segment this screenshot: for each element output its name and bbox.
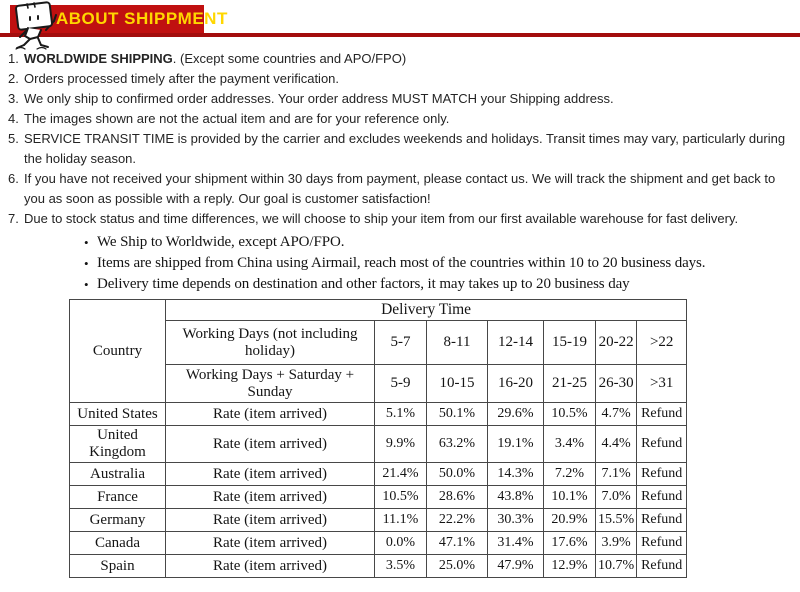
note-number: 5. xyxy=(8,131,19,146)
shipping-note xyxy=(8,89,792,109)
rate-label-cell: Rate (item arrived) xyxy=(166,403,375,426)
rate-value-cell: 63.2% xyxy=(427,426,488,463)
note-number: 4. xyxy=(8,111,19,126)
rate-value-cell: 10.7% xyxy=(596,555,637,578)
rate-label-cell: Rate (item arrived) xyxy=(166,509,375,532)
bullet-text: We Ship to Worldwide, except APO/FPO. xyxy=(97,234,345,250)
note-number: 2. xyxy=(8,71,19,86)
rate-value-cell: 9.9% xyxy=(375,426,427,463)
note-rest-text: Orders processed timely after the payment verification. xyxy=(24,71,340,86)
note-rest-text: The images shown are not the actual item and are for your reference only. xyxy=(24,111,450,126)
range-cell: >22 xyxy=(637,321,687,365)
bullet-item xyxy=(84,253,800,274)
note-text xyxy=(24,49,792,69)
rate-value-cell: 12.9% xyxy=(544,555,596,578)
shipping-note xyxy=(8,109,792,129)
note-number: 1. xyxy=(8,51,19,66)
rate-value-cell: 5.1% xyxy=(375,403,427,426)
working-days-label-cell: Working Days (not including holiday) xyxy=(166,321,375,365)
rate-value-cell: 50.0% xyxy=(427,463,488,486)
country-row xyxy=(70,555,687,578)
range-cell: 16-20 xyxy=(488,365,544,403)
delivery-table xyxy=(69,299,687,578)
note-number: 6. xyxy=(8,171,19,186)
rate-value-cell: 10.5% xyxy=(544,403,596,426)
country-row xyxy=(70,463,687,486)
range-cell: 15-19 xyxy=(544,321,596,365)
country-row xyxy=(70,532,687,555)
rate-value-cell: 4.4% xyxy=(596,426,637,463)
shipping-note xyxy=(8,49,792,69)
rate-value-cell: 22.2% xyxy=(427,509,488,532)
rate-value-cell: 7.1% xyxy=(596,463,637,486)
rate-value-cell: 0.0% xyxy=(375,532,427,555)
rate-value-cell: 3.4% xyxy=(544,426,596,463)
note-rest-text: . (Except some countries and APO/FPO) xyxy=(172,51,407,66)
rate-value-cell: 3.5% xyxy=(375,555,427,578)
range-cell: 26-30 xyxy=(596,365,637,403)
rate-label-cell: Rate (item arrived) xyxy=(166,486,375,509)
note-text xyxy=(24,209,792,229)
note-text xyxy=(24,129,792,169)
rate-value-cell: 4.7% xyxy=(596,403,637,426)
country-cell: Canada xyxy=(70,532,166,555)
rate-value-cell: 3.9% xyxy=(596,532,637,555)
robot-mascot-icon xyxy=(7,0,61,50)
range-cell: 8-11 xyxy=(427,321,488,365)
range-cell: 10-15 xyxy=(427,365,488,403)
bullet-list xyxy=(84,232,800,295)
bullet-dot-icon: • xyxy=(84,256,89,271)
note-text xyxy=(24,69,792,89)
note-rest-text: We only ship to confirmed order addresses. Your order address MUST MATCH your Shipping address. xyxy=(24,91,614,106)
rate-value-cell: 17.6% xyxy=(544,532,596,555)
rate-label-cell: Rate (item arrived) xyxy=(166,463,375,486)
rate-value-cell: 31.4% xyxy=(488,532,544,555)
rate-value-cell: 30.3% xyxy=(488,509,544,532)
bullet-text: Items are shipped from China using Airmail, reach most of the countries within 10 to 20 business days. xyxy=(97,255,706,271)
shipping-note xyxy=(8,129,792,169)
rate-value-cell: 25.0% xyxy=(427,555,488,578)
delivery-table-head xyxy=(70,300,687,403)
bullet-text: Delivery time depends on destination and other factors, it may takes up to 20 business day xyxy=(97,276,630,292)
rate-value-cell: 43.8% xyxy=(488,486,544,509)
rate-value-cell: 7.0% xyxy=(596,486,637,509)
country-row xyxy=(70,403,687,426)
country-cell: Australia xyxy=(70,463,166,486)
note-text xyxy=(24,109,792,129)
country-cell: France xyxy=(70,486,166,509)
note-text xyxy=(24,89,792,109)
country-row xyxy=(70,509,687,532)
note-text xyxy=(24,169,792,209)
rate-label-cell: Rate (item arrived) xyxy=(166,426,375,463)
bullet-dot-icon: • xyxy=(84,277,89,292)
note-number: 3. xyxy=(8,91,19,106)
note-rest-text: SERVICE TRANSIT TIME is provided by the carrier and excludes weekends and holidays. Transit times may vary, particularly during the holiday season. xyxy=(24,131,786,166)
rate-value-cell: Refund xyxy=(637,532,687,555)
rate-value-cell: 28.6% xyxy=(427,486,488,509)
rate-value-cell: Refund xyxy=(637,426,687,463)
shipping-notes xyxy=(0,47,800,229)
rate-label-cell: Rate (item arrived) xyxy=(166,532,375,555)
delivery-table-body xyxy=(70,403,687,578)
bullet-item xyxy=(84,232,800,253)
header-rule xyxy=(0,33,800,37)
rate-value-cell: 19.1% xyxy=(488,426,544,463)
country-cell: Spain xyxy=(70,555,166,578)
rate-value-cell: Refund xyxy=(637,403,687,426)
note-bold-text: WORLDWIDE SHIPPING xyxy=(24,51,173,66)
range-cell: 5-7 xyxy=(375,321,427,365)
bullet-dot-icon: • xyxy=(84,235,89,250)
shipping-note xyxy=(8,169,792,209)
page-header xyxy=(0,0,800,47)
page-title: ABOUT SHIPPMENT xyxy=(56,9,228,28)
rate-value-cell: Refund xyxy=(637,486,687,509)
range-cell: 12-14 xyxy=(488,321,544,365)
country-row xyxy=(70,426,687,463)
country-cell: United States xyxy=(70,403,166,426)
note-rest-text: Due to stock status and time differences, we will choose to ship your item from our first available warehouse for fast delivery. xyxy=(24,211,739,226)
country-row xyxy=(70,486,687,509)
rate-value-cell: 21.4% xyxy=(375,463,427,486)
country-header-cell: Country xyxy=(70,300,166,403)
weekend-days-label-cell: Working Days + Saturday + Sunday xyxy=(166,365,375,403)
rate-value-cell: 10.1% xyxy=(544,486,596,509)
delivery-time-header-cell: Delivery Time xyxy=(166,300,687,321)
rate-value-cell: 14.3% xyxy=(488,463,544,486)
rate-value-cell: Refund xyxy=(637,555,687,578)
country-cell: United Kingdom xyxy=(70,426,166,463)
rate-value-cell: 47.1% xyxy=(427,532,488,555)
rate-value-cell: 47.9% xyxy=(488,555,544,578)
bullet-item xyxy=(84,274,800,295)
rate-value-cell: 10.5% xyxy=(375,486,427,509)
shipping-note xyxy=(8,69,792,89)
range-cell: >31 xyxy=(637,365,687,403)
rate-value-cell: 7.2% xyxy=(544,463,596,486)
rate-label-cell: Rate (item arrived) xyxy=(166,555,375,578)
table-title-row xyxy=(70,300,687,321)
rate-value-cell: 15.5% xyxy=(596,509,637,532)
rate-value-cell: 20.9% xyxy=(544,509,596,532)
rate-value-cell: 50.1% xyxy=(427,403,488,426)
rate-value-cell: Refund xyxy=(637,463,687,486)
shipping-note xyxy=(8,209,792,229)
range-cell: 5-9 xyxy=(375,365,427,403)
rate-value-cell: 29.6% xyxy=(488,403,544,426)
rate-value-cell: Refund xyxy=(637,509,687,532)
note-rest-text: If you have not received your shipment within 30 days from payment, please contact us. We will track the shipment and get back to you as soon as possible with a reply. Our goal is customer satisfaction! xyxy=(24,171,776,206)
country-cell: Germany xyxy=(70,509,166,532)
note-number: 7. xyxy=(8,211,19,226)
rate-value-cell: 11.1% xyxy=(375,509,427,532)
range-cell: 21-25 xyxy=(544,365,596,403)
range-cell: 20-22 xyxy=(596,321,637,365)
